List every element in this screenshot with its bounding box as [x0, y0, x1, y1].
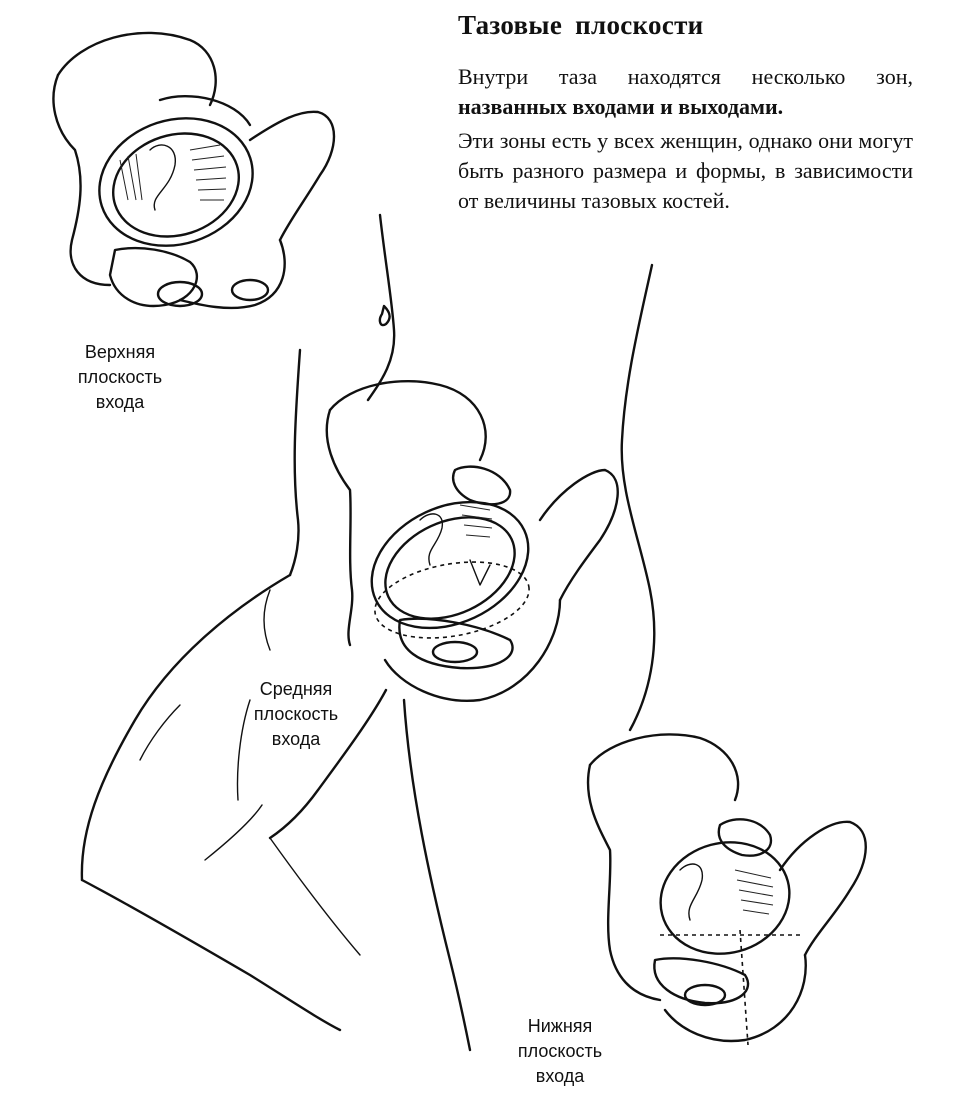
intro-bold-text: названных входами и выходами.: [458, 94, 784, 119]
label-middle-line3: входа: [271, 729, 321, 749]
intro-text: Внутри таза находятся несколько зон,: [458, 64, 913, 89]
label-upper-plane: [40, 340, 200, 415]
pelvis-middle-plane: [327, 381, 618, 701]
navel-icon: [380, 306, 390, 325]
label-middle-line1: Средняя: [259, 679, 333, 699]
label-middle-line2: плоскость: [253, 704, 339, 724]
intro-paragraph: [458, 62, 913, 122]
pelvis-lower-plane: [588, 734, 866, 1045]
detail-paragraph: Эти зоны есть у всех женщин, однако они могут быть разного размера и формы, в зависимости от величины тазовых костей.: [458, 128, 913, 213]
label-lower-plane: [480, 1014, 640, 1089]
label-lower-line1: Нижняя: [527, 1016, 593, 1036]
label-middle-plane: [216, 677, 376, 752]
label-upper-line2: плоскость: [77, 367, 163, 387]
label-upper-line1: Верхняя: [84, 342, 156, 362]
page-title: Тазовые плоскости: [458, 10, 704, 40]
label-lower-line2: плоскость: [517, 1041, 603, 1061]
label-upper-line3: входа: [95, 392, 145, 412]
pelvis-upper-plane: [53, 33, 334, 308]
label-lower-line3: входа: [535, 1066, 585, 1086]
